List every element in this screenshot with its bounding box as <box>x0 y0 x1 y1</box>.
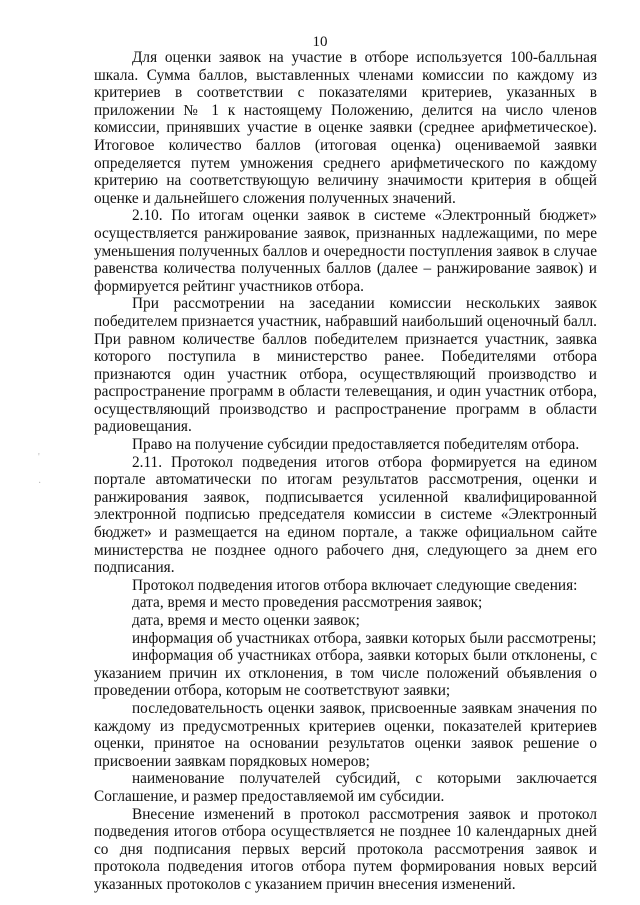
paragraph-2-10-ranking: 2.10. По итогам оценки заявок в системе «Электронный бюджет» осуществляется ранжирование заявок, признанных надлежащими, по мере уменьшения полученных баллов и очередности поступления заявок в случае равенства количества полученных баллов (далее – ранжирование заявок) и формируется рейтинг участников отбора. <box>94 207 597 295</box>
paragraph-2-11-protocol: 2.11. Протокол подведения итогов отбора формируется на едином портале автоматически по итогам результатов рассмотрения, оценки и ранжирования заявок, подписывается усиленной квалифицированной электронной подписью председателя комиссии в системе «Электронный бюджет» и размещается на едином портале, а также официальном сайте министерства не позднее одного рабочего дня, следующего за днем его подписания. <box>94 453 597 577</box>
paragraph-scoring-scale: Для оценки заявок на участие в отборе используется 100-балльная шкала. Сумма баллов, выставленных членами комиссии по каждому из критериев в соответствии с показателями критериев, указанных в приложении № 1 к настоящему Положению, делится на число членов комиссии, принявших участие в оценке заявки (среднее арифметическое). Итоговое количество баллов (итоговая оценка) оцениваемой заявки определяется путем умножения среднего арифметического по каждому критерию на соответствующую величину значимости критерия в общей оценке и дальнейшего сложения полученных значений. <box>94 49 597 207</box>
scan-artifact: ' <box>38 452 40 463</box>
document-body <box>94 49 597 894</box>
list-item: дата, время и место проведения рассмотрения заявок; <box>132 594 483 612</box>
paragraph-protocol-changes: Внесение изменений в протокол рассмотрения заявок и протокол подведения итогов отбора осуществляется не позднее 10 календарных дней со дня подписания первых версий протокола рассмотрения заявок и протокола подведения итогов отбора путем формирования новых версий указанных протоколов с указанием причин внесения изменений. <box>94 805 597 893</box>
paragraph-winner-rules: При рассмотрении на заседании комиссии нескольких заявок победителем признается участник, набравший наибольший оценочный балл. При равном количестве баллов победителем признается участник, заявка которого поступила в министерство ранее. Победителями отбора признаются один участник отбора, осуществляющий производство и распространение программ в области телевещания, и один участник отбора, осуществляющий производство и распространение программ в области радиовещания. <box>94 295 597 436</box>
list-item: информация об участниках отбора, заявки которых были отклонены, с указанием причин их отклонения, в том числе положений объявления о проведении отбора, которым не соответствуют заявки; <box>94 647 597 700</box>
scan-artifact: · <box>38 478 42 489</box>
paragraph-subsidy-right: Право на получение субсидии предоставляется победителям отбора. <box>132 436 580 454</box>
list-item: дата, время и место оценки заявок; <box>132 612 360 629</box>
list-item: последовательность оценки заявок, присвоенные заявкам значения по каждому из предусмотренных критериев оценки, показателей критериев оценки, принятое на основании результатов оценки заявок решение о присвоении заявкам порядковых номеров; <box>94 699 597 770</box>
paragraph-protocol-contents: Протокол подведения итогов отбора включает следующие сведения: <box>132 576 578 594</box>
page-number: 10 <box>312 34 328 50</box>
list-item: наименование получателей субсидий, с которыми заключается Соглашение, и размер предоставляемой им субсидии. <box>94 770 597 805</box>
list-item: информация об участниках отбора, заявки которых были рассмотрены; <box>132 629 597 647</box>
